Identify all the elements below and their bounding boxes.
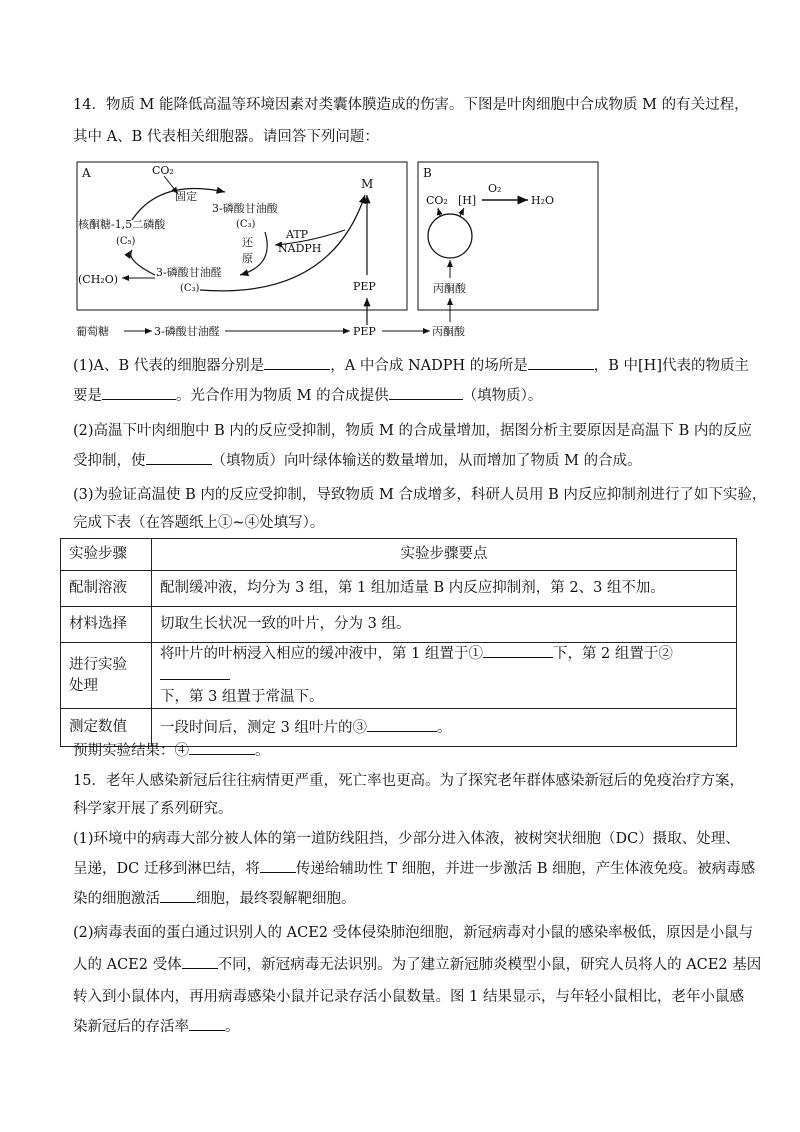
row-step: 材料选择 (61, 607, 152, 643)
h2o-b-label: H₂O (531, 194, 555, 207)
q15-p1-line1: (1)环境中的病毒大部分被人体的第一道防线阻挡，少部分进入体液，被树突状细胞（DC）摄取、处理、 (73, 831, 740, 847)
rubp-label: 核酮糖-1,5二磷酸 (78, 218, 166, 231)
pep-bottom-label: PEP (353, 325, 376, 338)
cycle-to-h-arrow (460, 208, 464, 216)
row4-text: 一段时间后，测定 3 组叶片的③ (160, 719, 367, 736)
q15-p1-text-a: 呈递，DC 迁移到淋巴结，将 (73, 861, 260, 877)
row4-end: 。 (436, 719, 452, 736)
table-row (61, 607, 737, 643)
header-points: 实验步骤要点 (152, 539, 737, 571)
table-header-row (61, 539, 737, 571)
g3p-c3-label: (C₃) (180, 283, 200, 294)
q14-p2-line1: (2)高温下叶肉细胞中 B 内的反应受抑制，物质 M 的合成量增加，据图分析主要原因是高温下 B 内的反应 (73, 423, 752, 439)
q15-p1-text-d: 细胞，最终裂解靶细胞。 (196, 891, 356, 907)
row-text: 切取生长状况一致的叶片，分为 3 组。 (152, 607, 737, 643)
m-label: M (361, 177, 374, 191)
experiment-table (60, 538, 737, 747)
answer-blank[interactable] (260, 858, 296, 873)
reduce-label-2: 原 (242, 252, 253, 265)
answer-blank[interactable] (264, 355, 330, 370)
nadph-label: NADPH (278, 242, 322, 255)
regeneration-arc (131, 250, 155, 275)
q14-p1-text-e: 。光合作用为物质 M 的合成提供 (176, 388, 389, 404)
answer-blank-2[interactable] (160, 665, 230, 680)
atp-label: ATP (286, 228, 309, 241)
row3-text-a: 将叶片的叶柄浸入相应的缓冲液中，第 1 组置于① (160, 646, 483, 662)
co2-b-label: CO₂ (426, 194, 448, 207)
q14-p3-line1: (3)为验证高温使 B 内的反应受抑制，导致物质 M 合成增多，科研人员用 B 内反应抑制剂进行了如下实验， (73, 487, 767, 503)
tca-cycle-circle (428, 214, 472, 258)
row-step: 测定数值 (61, 709, 152, 747)
answer-blank[interactable] (102, 385, 176, 400)
pep-upper-label: PEP (353, 280, 376, 293)
q14-p1-text-a: (1)A、B 代表的细胞器分别是 (73, 358, 265, 374)
pyruvate-bottom-label: 丙酮酸 (432, 325, 465, 338)
table-row (61, 571, 737, 607)
q15-p1-line2 (73, 858, 755, 880)
q15-p1-text-c: 染的细胞激活 (73, 891, 160, 907)
h-b-label: [H] (458, 194, 477, 207)
panel-a-label: A (82, 166, 91, 180)
q14-p2-text-a: 受抑制，使 (73, 453, 146, 469)
q15-p2-line1: (2)病毒表面的蛋白通过识别人的 ACE2 受体侵染肺泡细胞，新冠病毒对小鼠的感染率极低，原因是小鼠与 (73, 925, 754, 941)
cycle-to-co2-arrow (438, 208, 440, 216)
co2-label: CO₂ (152, 164, 174, 177)
q14-p1-line1 (73, 355, 749, 377)
row-text: 配制缓冲液，均分为 3 组，第 1 组加适量 B 内反应抑制剂，第 2、3 组不加。 (152, 571, 737, 607)
answer-blank[interactable] (160, 888, 196, 903)
row-step: 配制溶液 (61, 571, 152, 607)
answer-blank[interactable] (528, 355, 594, 370)
q15-intro-line2: 科学家开展了系列研究。 (73, 801, 233, 817)
answer-blank-4[interactable] (189, 740, 255, 755)
q14-intro-line1: 14．物质 M 能降低高温等环境因素对类囊体膜造成的伤害。下图是叶肉细胞中合成物质 M 的有关过程， (73, 97, 749, 113)
panel-b-label: B (423, 166, 432, 180)
q14-p1-line2 (73, 385, 542, 407)
q15-p2-line4 (73, 1016, 240, 1038)
header-step: 实验步骤 (61, 539, 152, 571)
row-step-line1: 进行实验 (69, 656, 127, 673)
q14-p3-line2: 完成下表（在答题纸上①~④处填写）。 (73, 515, 325, 531)
expected-end: 。 (255, 743, 270, 759)
q14-p1-text-f: （填物质）。 (462, 388, 543, 404)
q15-p2-line2 (73, 954, 761, 976)
pga-label: 3-磷酸甘油酸 (212, 202, 278, 215)
answer-blank[interactable] (189, 1016, 225, 1031)
q15-p2-text-d: 。 (225, 1019, 240, 1035)
q14-intro-line2: 其中 A、B 代表相关细胞器。请回答下列问题： (73, 129, 379, 145)
q14-p2-text-b: （填物质）向叶绿体输送的数量增加，从而增加了物质 M 的合成。 (211, 453, 642, 469)
pyruvate-b-label: 丙酮酸 (433, 282, 466, 295)
o2-b-label: O₂ (488, 182, 502, 195)
q14-p1-text-c: ，B 中[H]代表的物质主 (593, 358, 749, 374)
expected-label: 预期实验结果：④ (73, 743, 189, 759)
q15-p2-line3: 转入到小鼠体内，再用病毒感染小鼠并记录存活小鼠数量。图 1 结果显示，与年轻小鼠相比，老年小鼠感 (73, 989, 744, 1005)
expected-result (73, 740, 270, 762)
row3-text-b: 下，第 2 组置于② (552, 646, 673, 662)
q14-p1-text-b: ，A 中合成 NADPH 的场所是 (330, 358, 528, 374)
q15-p1-text-b: 传递给辅助性 T 细胞，并进一步激活 B 细胞，产生体液免疫。被病毒感 (295, 861, 756, 877)
answer-blank-3[interactable] (367, 717, 437, 732)
q15-p2-text-b: 不同，新冠病毒无法识别。为了建立新冠肺炎模型小鼠，研究人员将人的 ACE2 基因 (217, 957, 762, 973)
fix-label: 固定 (175, 190, 197, 203)
answer-blank[interactable] (389, 385, 463, 400)
q15-intro-line1: 15．老年人感染新冠后往往病情更严重，死亡率也更高。为了探究老年群体感染新冠后的免疫治疗方案， (73, 773, 744, 789)
rubp-c5-label: (C₅) (116, 236, 136, 247)
q14-p1-text-d: 要是 (73, 388, 102, 404)
answer-blank[interactable] (182, 954, 218, 969)
reduce-label-1: 还 (242, 236, 253, 249)
glucose-label: 葡萄糖 (76, 325, 109, 338)
q15-p1-line3 (73, 888, 356, 910)
row3-text-c: 下，第 3 组置于常温下。 (160, 689, 324, 705)
row-text (152, 643, 737, 709)
organelle-pathway-diagram (60, 150, 620, 350)
answer-blank-1[interactable] (483, 643, 553, 658)
q15-p2-text-c: 染新冠后的存活率 (73, 1019, 189, 1035)
g3p-label: 3-磷酸甘油醛 (156, 266, 222, 279)
answer-blank[interactable] (146, 450, 212, 465)
q14-p2-line2 (73, 450, 642, 472)
q15-p2-text-a: 人的 ACE2 受体 (73, 957, 182, 973)
row-step-line2: 处理 (69, 677, 98, 694)
pga-c3-label: (C₃) (236, 219, 256, 230)
row-step (61, 643, 152, 709)
ch2o-label: (CH₂O) (78, 273, 119, 286)
table-row (61, 643, 737, 709)
g3p-bottom-label: 3-磷酸甘油醛 (154, 325, 220, 338)
